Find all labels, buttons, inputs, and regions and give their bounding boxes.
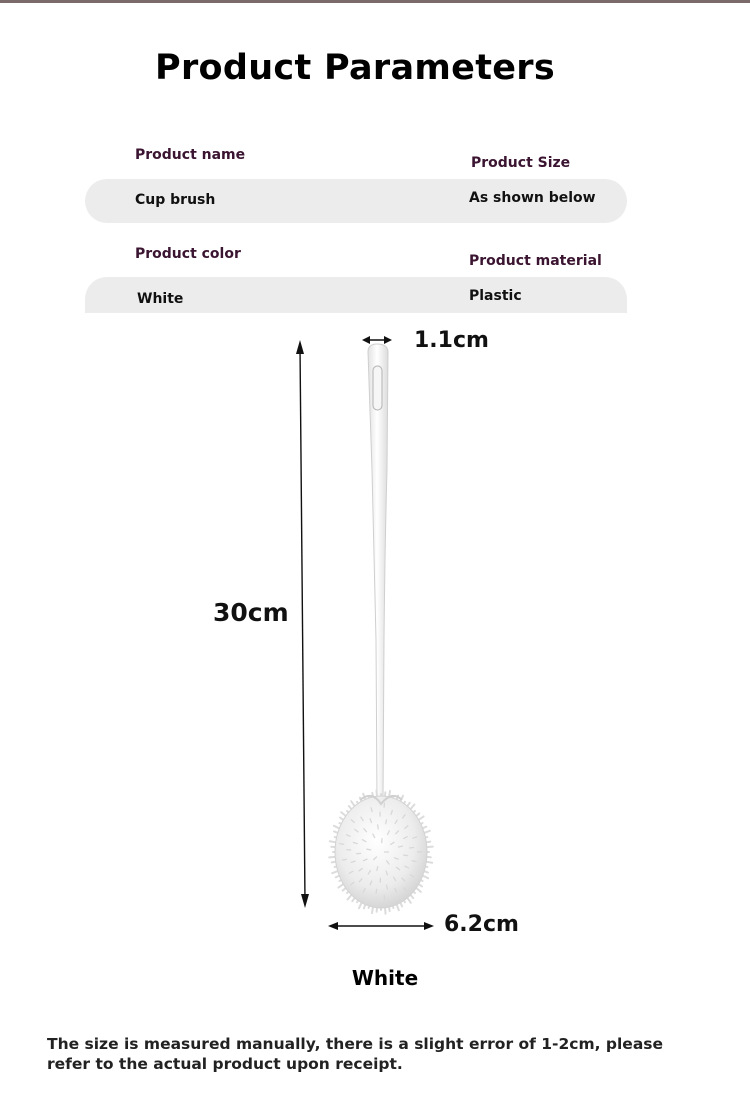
length-label: 30cm (213, 598, 289, 627)
head-width-arrow (328, 922, 434, 930)
bristle-inner (399, 846, 403, 847)
bristle-inner (386, 820, 387, 824)
product-name-value: Cup brush (135, 192, 216, 208)
color-caption: White (351, 966, 419, 990)
bristle-inner (378, 825, 379, 829)
product-material-value: Plastic (469, 288, 522, 304)
bristle-inner (412, 861, 416, 862)
bristle-inner (340, 844, 344, 845)
bristle-inner (342, 859, 346, 860)
handle-width-label: 1.1cm (414, 328, 489, 353)
length-arrow (296, 340, 309, 908)
product-material-label: Product material (469, 253, 602, 269)
head-width-label: 6.2cm (444, 912, 519, 937)
product-color-value: White (137, 291, 184, 307)
product-name-label: Product name (135, 147, 246, 163)
measurement-note: The size is measured manually, there is a slight error of 1-2cm, please refer to the actual product upon receipt. (47, 1035, 664, 1073)
brush-handle (368, 344, 388, 800)
bristle-inner (387, 885, 388, 889)
bristle-inner (376, 889, 377, 893)
product-size-label: Product Size (471, 155, 571, 171)
brush-head (329, 790, 433, 914)
product-color-label: Product color (135, 246, 241, 262)
product-size-value: As shown below (469, 190, 596, 206)
handle-width-arrow (362, 336, 392, 344)
page-title: Product Parameters (155, 48, 555, 88)
bristle-inner (367, 849, 371, 850)
